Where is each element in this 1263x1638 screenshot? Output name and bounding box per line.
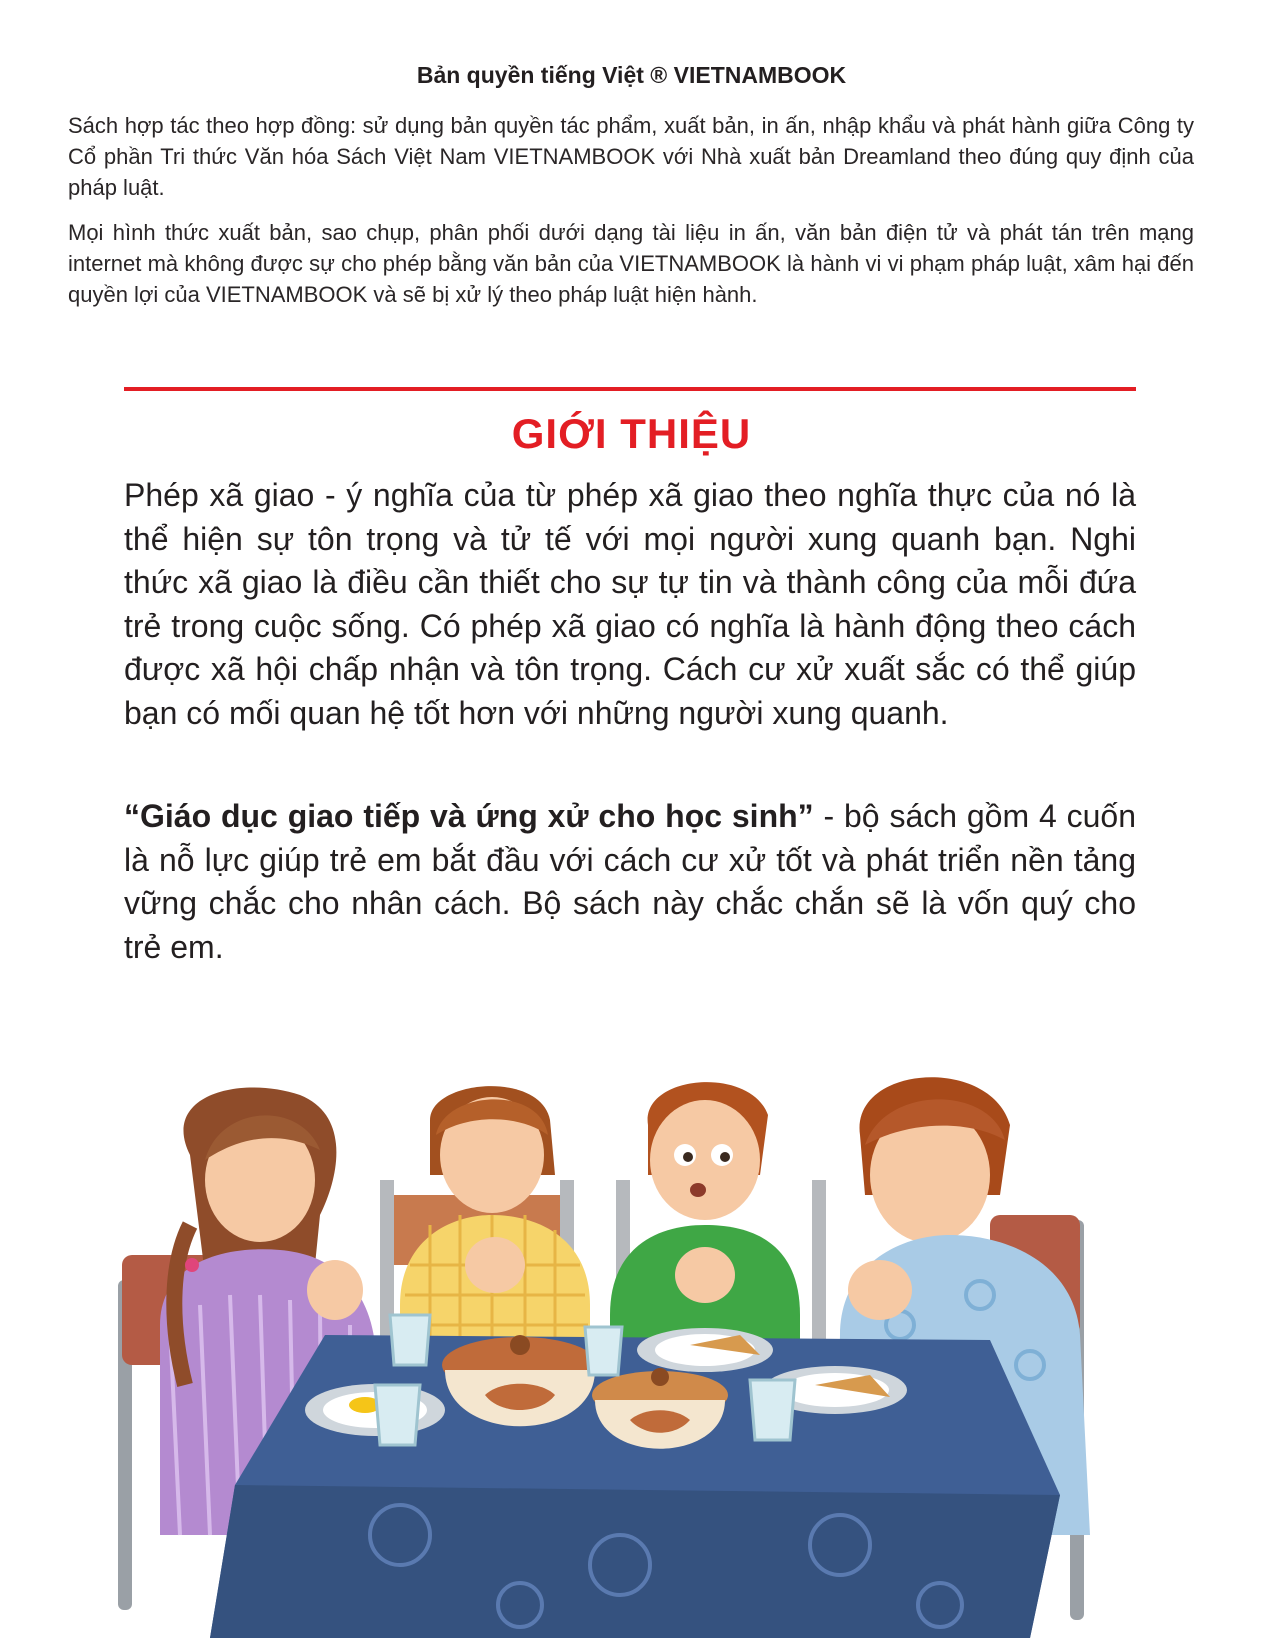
copyright-paragraph-1: Sách hợp tác theo hợp đồng: sử dụng bản quyền tác phẩm, xuất bản, in ấn, nhập khẩu và phát hành giữa Công ty Cổ phần Tri thức Văn hóa Sách Việt Nam VIETNAMBOOK với Nhà xuất bản Dreamland theo đúng quy định của pháp luật. xyxy=(68,113,1194,200)
copyright-title: Bản quyền tiếng Việt ® VIETNAMBOOK xyxy=(416,62,847,88)
book-series-title: “Giáo dục giao tiếp và ứng xử cho học sinh” xyxy=(124,798,814,834)
intro-paragraph-2 xyxy=(124,795,1136,969)
children-praying-at-dinner-table-illustration xyxy=(100,1065,1163,1638)
intro-heading: GIỚI THIỆU xyxy=(511,410,752,457)
intro-paragraph-1: Phép xã giao - ý nghĩa của từ phép xã giao theo nghĩa thực của nó là thể hiện sự tôn trọng và tử tế với mọi người xung quanh bạn. Nghi thức xã giao là điều cần thiết cho sự tự tin và thành công của mỗi đứa trẻ trong cuộc sống. Có phép xã giao có nghĩa là hành động theo cách được xã hội chấp nhận và tôn trọng. Cách cư xử xuất sắc có thể giúp bạn có mối quan hệ tốt hơn với những người xung quanh. xyxy=(124,477,1136,731)
red-divider xyxy=(124,387,1136,391)
intro-paragraph-2-text: - bộ sách gồm 4 cuốn là nỗ lực giúp trẻ em bắt đầu với cách cư xử tốt và phát triển nền tảng vững chắc cho nhân cách. Bộ sách này chắc chắn sẽ là vốn quý cho trẻ em. xyxy=(124,798,1137,965)
copyright-paragraph-2: Mọi hình thức xuất bản, sao chụp, phân phối dưới dạng tài liệu in ấn, văn bản điện tử và phát tán trên mạng internet mà không được sự cho phép bằng văn bản của VIETNAMBOOK là hành vi vi phạm pháp luật, xâm hại đến quyền lợi của VIETNAMBOOK và sẽ bị xử lý theo pháp luật hiện hành. xyxy=(68,220,1194,307)
